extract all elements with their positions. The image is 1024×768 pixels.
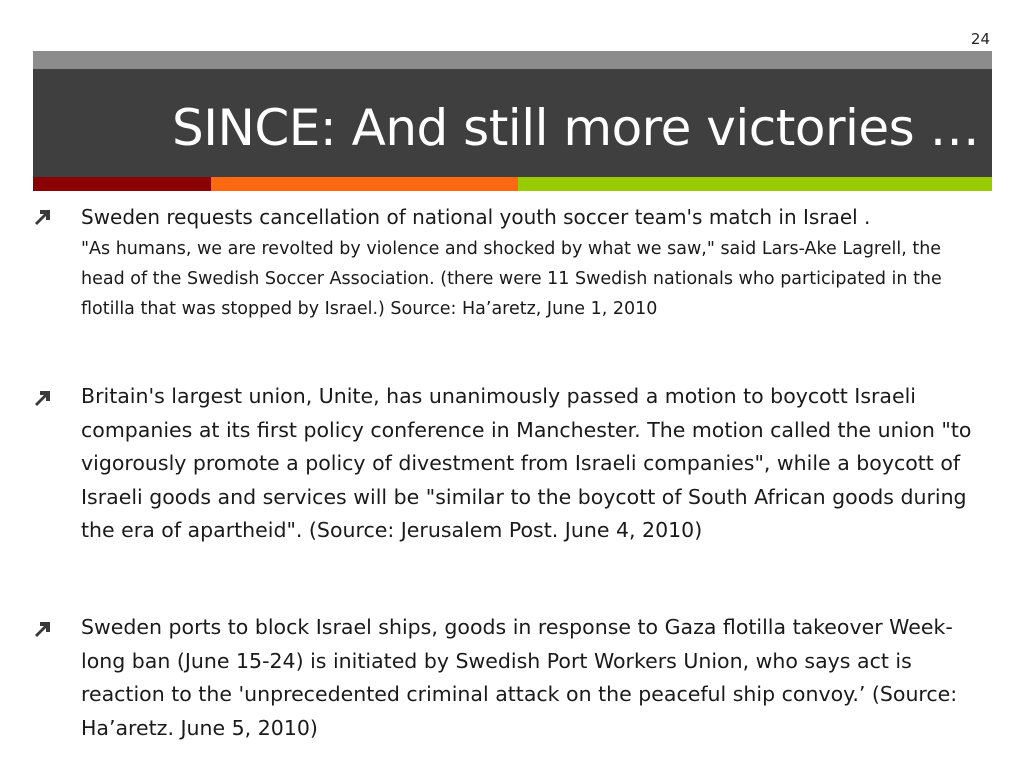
arrow-up-right-icon [34, 208, 52, 226]
bullet-text [81, 202, 979, 324]
accent-segment-red [33, 177, 211, 191]
bullet-text: Britain's largest union, Unite, has unanimously passed a motion to boycott Israeli companies at its first policy conference in Manchester. The motion called the union "to vigorously promote a policy of divestment from Israeli companies", while a boycott of Israeli goods and services will be "similar to the boycott of South African goods during the era of apartheid". (Source: Jerusalem Post. June 4, 2010) [81, 384, 972, 542]
bullet-headline: Sweden requests cancellation of national youth soccer team's match in Israel . [81, 205, 871, 229]
arrow-up-right-icon [34, 389, 52, 407]
slide-number: 24 [970, 30, 990, 48]
arrow-up-right-icon [34, 620, 52, 638]
title-top-strip [33, 51, 992, 69]
accent-bar [33, 177, 992, 191]
accent-segment-orange [211, 177, 518, 191]
slide-title: SINCE: And still more victories … [172, 99, 980, 157]
bullet-text: Sweden ports to block Israel ships, goods in response to Gaza flotilla takeover Week-long ban (June 15-24) is initiated by Swedish Port Workers Union, who says act is reaction to the 'unprecedented criminal attack on the peaceful ship convoy.’ (Source: Ha’aretz. June 5, 2010) [81, 615, 958, 740]
bullet-detail: "As humans, we are revolted by violence and shocked by what we saw," said Lars-Ake Lagrell, the head of the Swedish Soccer Association. (there were 11 Swedish nationals who participated in the flotilla that was stopped by Israel.) Source: Ha’aretz, June 1, 2010 [81, 239, 942, 319]
accent-segment-green [518, 177, 992, 191]
